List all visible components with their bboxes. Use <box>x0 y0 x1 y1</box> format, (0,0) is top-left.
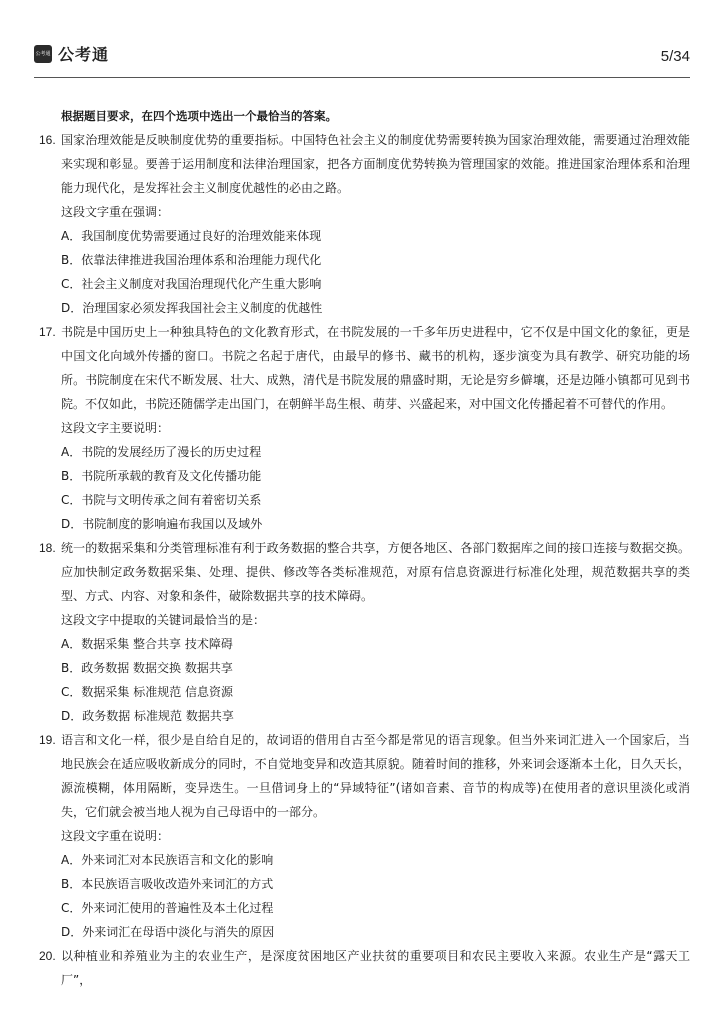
answer-option[interactable]: A．书院的发展经历了漫长的历史过程 <box>61 445 262 459</box>
question-prompt: 这段文字重在强调： <box>61 205 170 219</box>
answer-option[interactable]: B．政务数据 数据交换 数据共享 <box>61 661 233 675</box>
answer-option[interactable]: A．数据采集 整合共享 技术障碍 <box>61 637 233 651</box>
answer-option[interactable]: C．外来词汇使用的普遍性及本土化过程 <box>61 901 274 915</box>
question-number: 18. <box>39 541 56 555</box>
question-stem: 书院是中国历史上一种独具特色的文化教育形式，在书院发展的一千多年历史进程中，它不仅是中国文化的象征，更是中国文化向域外传播的窗口。书院之名起于唐代，由最早的修书、藏书的机构，逐步演变为具有教学、研究功能的场所。书院制度在宋代不断发展、壮大、成熟，清代是书院发展的鼎盛时期，无论是穷乡僻壤，还是边陲小镇都可见到书院。不仅如此，书院还随儒学走出国门，在朝鲜半岛生根、萌芽、兴盛起来，对中国文化传播起着不可替代的作用。 <box>61 325 690 411</box>
brand-name: 公考通 <box>58 45 110 64</box>
answer-option[interactable]: D．书院制度的影响遍布我国以及域外 <box>61 517 263 531</box>
question-stem: 国家治理效能是反映制度优势的重要指标。中国特色社会主义的制度优势需要转换为国家治理效能，需要通过治理效能来实现和彰显。要善于运用制度和法律治理国家，把各方面制度优势转换为管理国家的效能。推进国家治理体系和治理能力现代化，是发挥社会主义制度优越性的必由之路。 <box>61 133 690 195</box>
question-number: 17. <box>39 325 56 339</box>
answer-option[interactable]: C．书院与文明传承之间有着密切关系 <box>61 493 262 507</box>
question-number: 19. <box>39 733 56 747</box>
answer-option[interactable]: C．社会主义制度对我国治理现代化产生重大影响 <box>61 277 322 291</box>
answer-option[interactable]: A．外来词汇对本民族语言和文化的影响 <box>61 853 274 867</box>
question-stem: 以种植业和养殖业为主的农业生产，是深度贫困地区产业扶贫的重要项目和农民主要收入来源。农业生产是“露天工厂”， <box>61 949 690 987</box>
brand-logo <box>34 42 109 65</box>
answer-option[interactable]: B．书院所承载的教育及文化传播功能 <box>61 469 262 483</box>
question-prompt: 这段文字重在说明： <box>61 829 170 843</box>
question-prompt: 这段文字中提取的关键词最恰当的是： <box>61 613 266 627</box>
question-list <box>34 128 690 992</box>
question-stem: 语言和文化一样，很少是自给自足的，故词语的借用自古至今都是常见的语言现象。但当外来词汇进入一个国家后，当地民族会在适应吸收新成分的同时，不自觉地变异和改造其原貌。随着时间的推移，外来词会逐渐本土化，日久天长，源流模糊，体用隔断，变异迭生。一旦借词身上的“异域特征”(诸如音素、音节的构成等)在使用者的意识里淡化或消失，它们就会被当地人视为自己母语中的一部分。 <box>61 733 690 819</box>
question-item <box>34 128 690 320</box>
header-divider <box>34 77 690 78</box>
question-number: 16. <box>39 133 56 147</box>
logo-mark-icon: 公考通 <box>34 45 52 63</box>
answer-option[interactable]: D．政务数据 标准规范 数据共享 <box>61 709 234 723</box>
answer-option[interactable]: B．依靠法律推进我国治理体系和治理能力现代化 <box>61 253 322 267</box>
answer-option[interactable]: A．我国制度优势需要通过良好的治理效能来体现 <box>61 229 322 243</box>
question-item <box>34 536 690 728</box>
question-prompt: 这段文字主要说明： <box>61 421 170 435</box>
answer-option[interactable]: D．外来词汇在母语中淡化与消失的原因 <box>61 925 275 939</box>
question-item <box>34 320 690 536</box>
answer-option[interactable]: B．本民族语言吸收改造外来词汇的方式 <box>61 877 274 891</box>
answer-option[interactable]: C．数据采集 标准规范 信息资源 <box>61 685 234 699</box>
page-number: 5/34 <box>660 48 690 65</box>
answer-option[interactable]: D．治理国家必须发挥我国社会主义制度的优越性 <box>61 301 323 315</box>
question-item <box>34 944 690 992</box>
question-item <box>34 728 690 944</box>
instruction-text: 根据题目要求，在四个选项中选出一个最恰当的答案。 <box>61 109 337 123</box>
question-stem: 统一的数据采集和分类管理标准有利于政务数据的整合共享，方便各地区、各部门数据库之间的接口连接与数据交换。应加快制定政务数据采集、处理、提供、修改等各类标准规范，对原有信息资源进行标准化处理，规范数据共享的类型、方式、内容、对象和条件，破除数据共享的技术障碍。 <box>61 541 690 603</box>
document-body <box>34 104 690 992</box>
page-header <box>34 40 690 70</box>
question-number: 20. <box>39 949 56 963</box>
